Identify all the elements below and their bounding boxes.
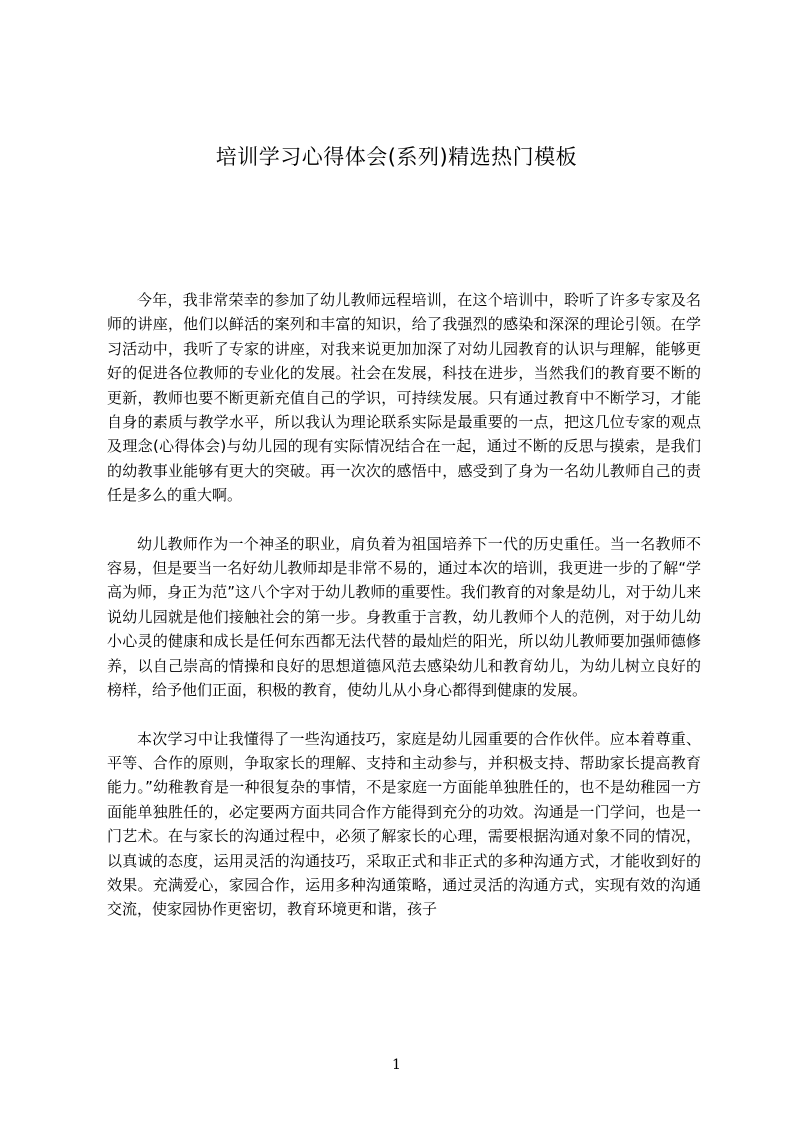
paragraph-1: 今年，我非常荣幸的参加了幼儿教师远程培训，在这个培训中，聆听了许多专家及名师的讲座，他们以鲜活的案列和丰富的知识，给了我强烈的感染和深深的理论引领。在学习活动中，我听了专家的讲座，对我来说更加加深了对幼儿园教育的认识与理解，能够更好的促进各位教师的专业化的发展。社会在发展，科技在进步，当然我们的教育要不断的更新，教师也要不断更新充值自己的学识，可持续发展。只有通过教育中不断学习，才能自身的素质与教学水平，所以我认为理论联系实际是最重要的一点，把这几位专家的观点及理念(心得体会)与幼儿园的现有实际情况结合在一起，通过不断的反思与摸索，是我们的幼教事业能够有更大的突破。再一次次的感悟中，感受到了身为一名幼儿教师自己的责任是多么的重大啊。 [107, 291, 701, 505]
page-number: 1 [392, 1057, 401, 1073]
document-body [107, 288, 701, 946]
paragraph-2: 幼儿教师作为一个神圣的职业，肩负着为祖国培养下一代的历史重任。当一名教师不容易，但是要当一名好幼儿教师却是非常不易的，通过本次的培训，我更进一步的了解“学高为师，身正为范”这八个字对于幼儿教师的重要性。我们教育的对象是幼儿，对于幼儿来说幼儿园就是他们接触社会的第一步。身教重于言教，幼儿教师个人的范例，对于幼儿幼小心灵的健康和成长是任何东西都无法代替的最灿烂的阳光，所以幼儿教师要加强师德修养，以自己崇高的情操和良好的思想道德风范去感染幼儿和教育幼儿，为幼儿树立良好的榜样，给予他们正面，积极的教育，使幼儿从小身心都得到健康的发展。 [107, 534, 701, 700]
paragraph-3: 本次学习中让我懂得了一些沟通技巧，家庭是幼儿园重要的合作伙伴。应本着尊重、平等、合作的原则，争取家长的理解、支持和主动参与，并积极支持、帮助家长提高教育能力。”幼稚教育是一种很复杂的事情，不是家庭一方面能单独胜任的，也不是幼稚园一方面能单独胜任的，必定要两方面共同合作方能得到充分的功效。沟通是一门学问，也是一门艺术。在与家长的沟通过程中，必须了解家长的心理，需要根据沟通对象不同的情况，以真诚的态度，运用灵活的沟通技巧，采取正式和非正式的多种沟通方式，才能收到好的效果。充满爱心，家园合作，运用多种沟通策略，通过灵活的沟通方式，实现有效的沟通交流，使家园协作更密切，教育环境更和谐，孩子 [107, 729, 701, 919]
document-title: 培训学习心得体会(系列)精选热门模板 [215, 145, 578, 169]
